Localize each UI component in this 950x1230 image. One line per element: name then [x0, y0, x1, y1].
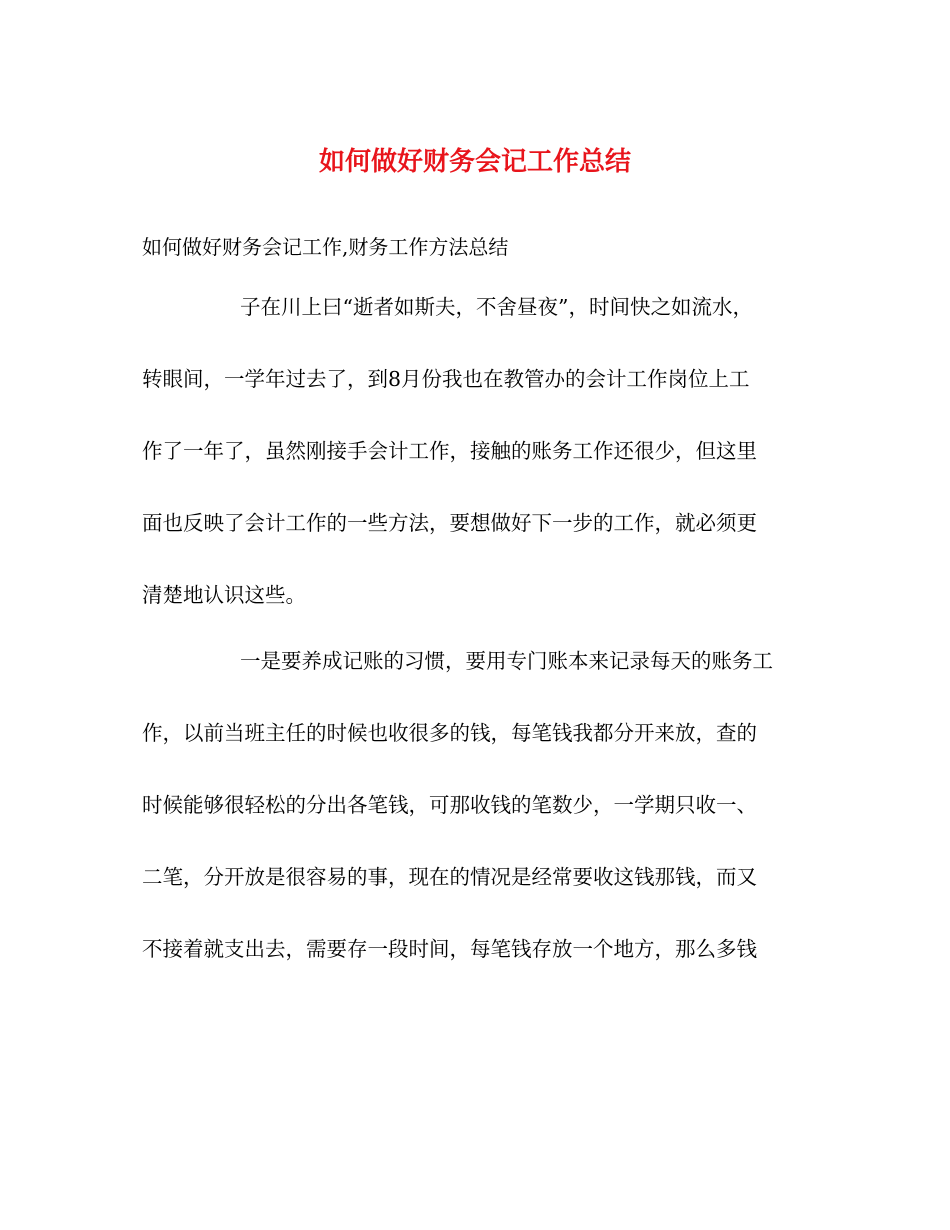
- paragraph-line: 作，以前当班主任的时候也收很多的钱，每笔钱我都分开来放，查的: [142, 721, 757, 745]
- document-subtitle: 如何做好财务会记工作,财务工作方法总结: [142, 235, 509, 259]
- paragraph-line: 作了一年了，虽然刚接手会计工作，接触的账务工作还很少，但这里: [142, 439, 757, 463]
- paragraph-line: 不接着就支出去，需要存一段时间，每笔钱存放一个地方，那么多钱: [142, 937, 757, 961]
- document-title: 如何做好财务会记工作总结: [318, 147, 631, 177]
- paragraph-line: 时候能够很轻松的分出各笔钱，可那收钱的笔数少，一学期只收一、: [142, 793, 757, 817]
- paragraph-line: 二笔，分开放是很容易的事，现在的情况是经常要收这钱那钱，而又: [142, 865, 757, 889]
- paragraph-line: 清楚地认识这些。: [142, 583, 306, 607]
- paragraph-line: 一是要养成记账的习惯，要用专门账本来记录每天的账务工: [240, 649, 773, 673]
- paragraph-line: 面也反映了会计工作的一些方法，要想做好下一步的工作，就必须更: [142, 511, 757, 535]
- paragraph-line: 转眼间，一学年过去了，到8月份我也在教管办的会计工作岗位上工: [142, 367, 750, 391]
- paragraph-line: 子在川上曰“逝者如斯夫，不舍昼夜”，时间快之如流水，: [240, 295, 753, 319]
